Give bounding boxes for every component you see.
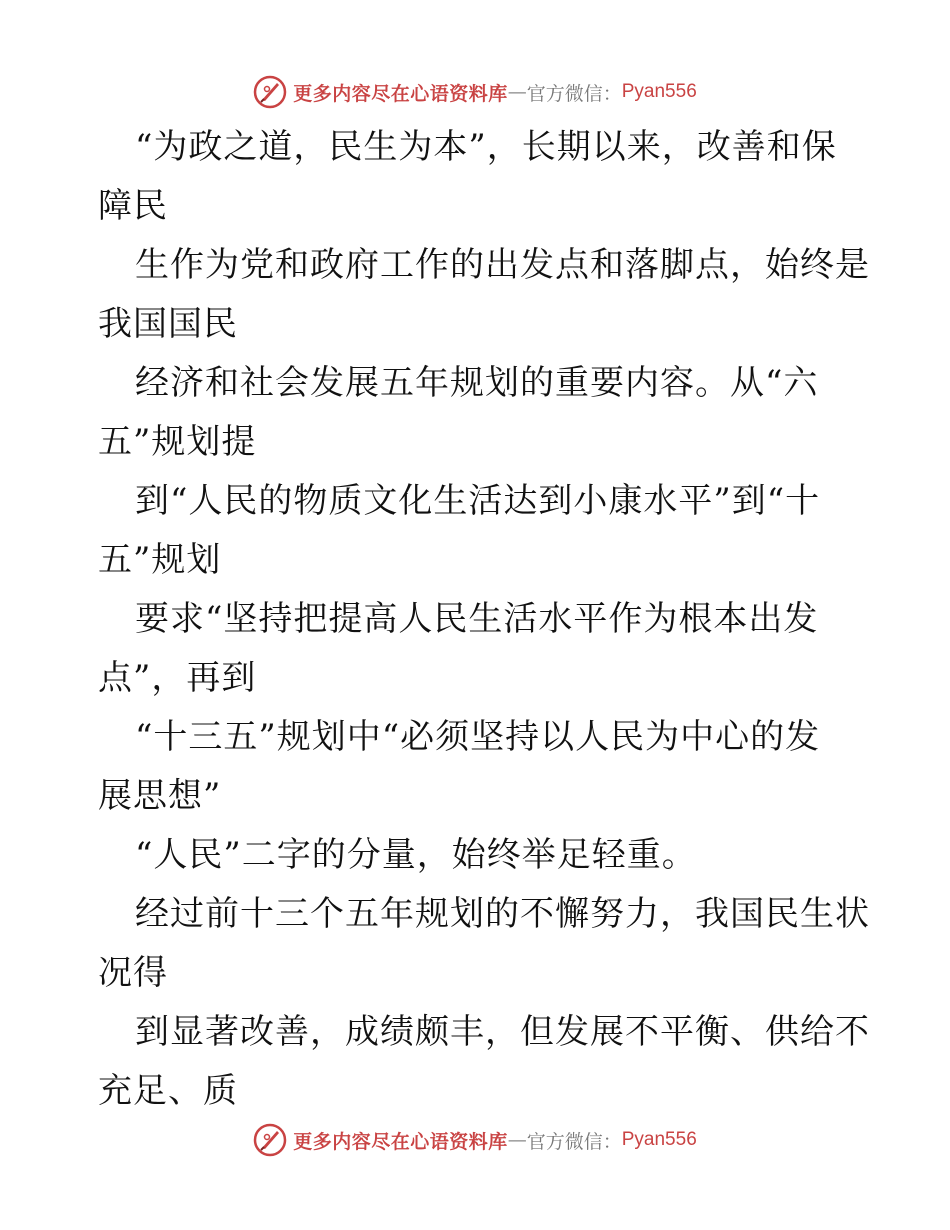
paragraph-5-line-2: 点”，再到 xyxy=(98,658,257,698)
watermark-brand: 更多内容尽在心语资料库 xyxy=(293,1130,508,1153)
quill-pen-logo-icon xyxy=(253,75,287,109)
paragraph-1-line-2: 障民 xyxy=(98,186,168,226)
paragraph-3-line-1: 经济和社会发展五年规划的重要内容。从“六 xyxy=(135,363,819,403)
paragraph-1-line-1: “为政之道，民生为本”，长期以来，改善和保 xyxy=(135,127,837,167)
paragraph-9-line-1: 到显著改善，成绩颇丰，但发展不平衡、供给不 xyxy=(135,1012,870,1052)
paragraph-5-line-1: 要求“坚持把提高人民生活水平作为根本出发 xyxy=(135,599,819,639)
watermark-separator: — xyxy=(507,81,527,103)
footer-watermark xyxy=(0,1118,950,1162)
watermark-separator: — xyxy=(507,1129,527,1151)
watermark-wechat-label: 官方微信： xyxy=(526,1130,622,1153)
paragraph-2-line-1: 生作为党和政府工作的出发点和落脚点，始终是 xyxy=(135,245,870,285)
paragraph-6-line-2: 展思想” xyxy=(98,776,222,816)
paragraph-3-line-2: 五”规划提 xyxy=(98,422,257,462)
header-watermark xyxy=(0,70,950,114)
paragraph-9-line-2: 充足、质 xyxy=(98,1071,238,1111)
paragraph-6-line-1: “十三五”规划中“必须坚持以人民为中心的发 xyxy=(135,717,821,757)
paragraph-8-line-2: 况得 xyxy=(98,953,168,993)
watermark-wechat-label: 官方微信： xyxy=(526,82,622,105)
paragraph-8-line-1: 经过前十三个五年规划的不懈努力，我国民生状 xyxy=(135,894,870,934)
watermark-wechat-id: Pyan556 xyxy=(621,81,697,102)
paragraph-4-line-1: 到“人民的物质文化生活达到小康水平”到“十 xyxy=(135,481,821,521)
paragraph-7-line-1: “人民”二字的分量，始终举足轻重。 xyxy=(135,835,697,875)
watermark-brand: 更多内容尽在心语资料库 xyxy=(293,82,508,105)
watermark-wechat-id: Pyan556 xyxy=(621,1129,697,1150)
quill-pen-logo-icon xyxy=(253,1123,287,1157)
paragraph-4-line-2: 五”规划 xyxy=(98,540,222,580)
paragraph-2-line-2: 我国国民 xyxy=(98,304,238,344)
